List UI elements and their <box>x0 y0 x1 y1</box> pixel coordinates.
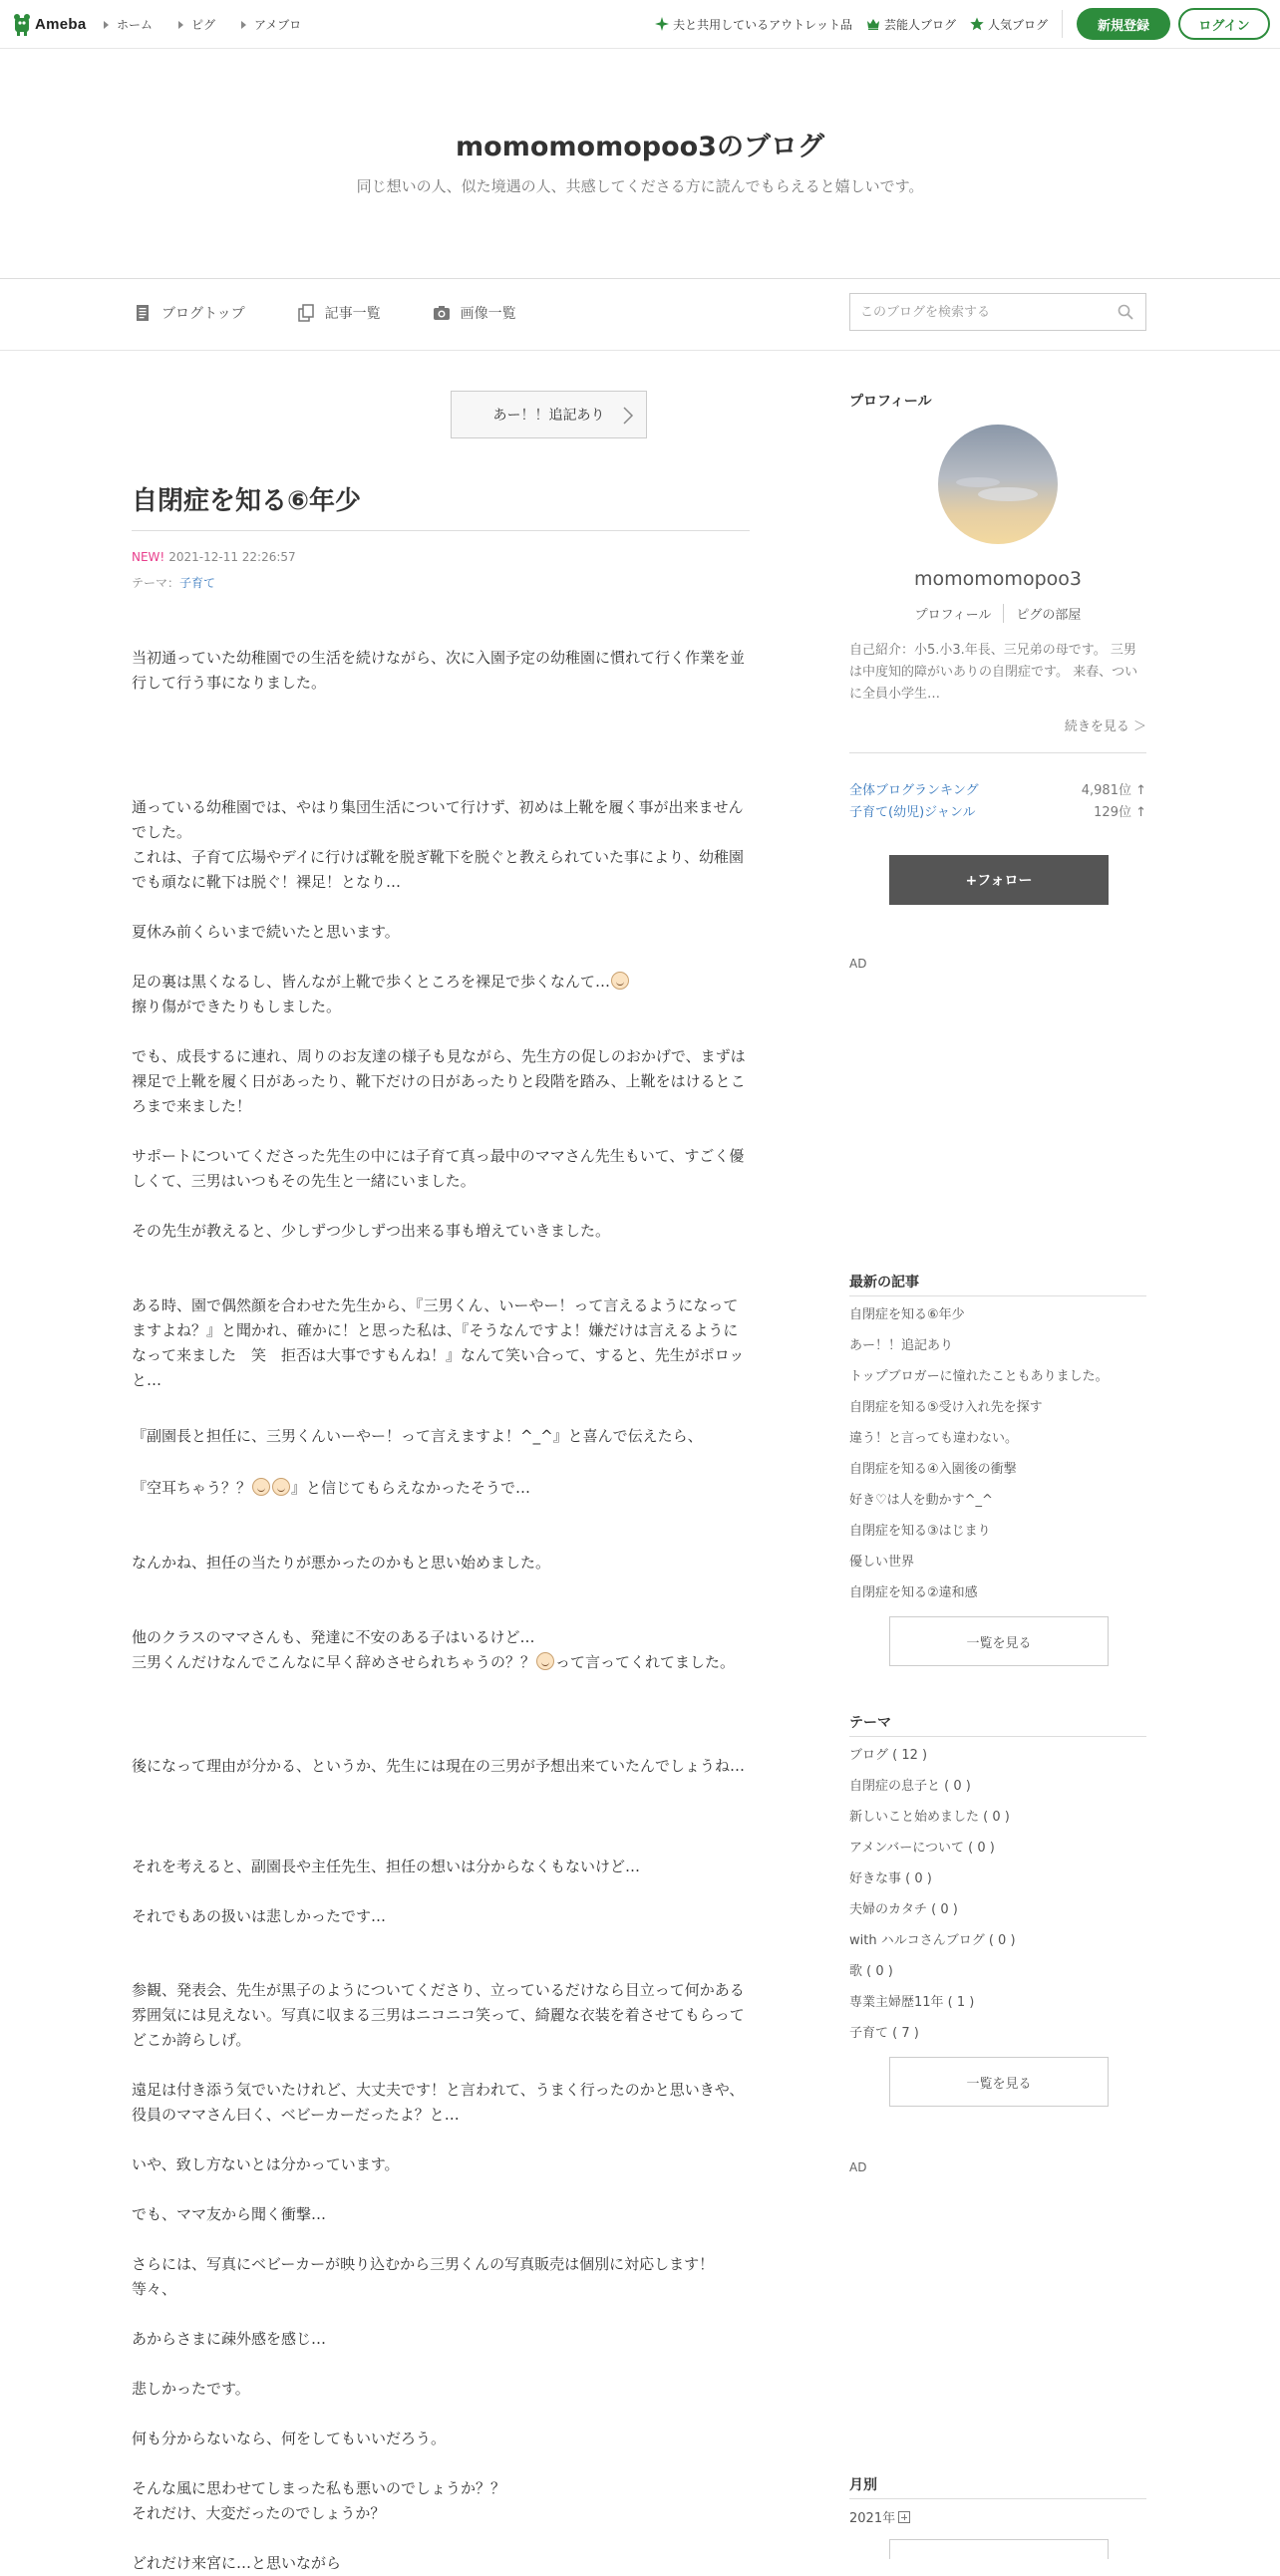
paragraph: そんな風に思わせてしまった私も悪いのでしょうか？？ <box>132 2479 506 2497</box>
paragraph-text: 『空耳ちゃう？？ <box>132 1479 252 1497</box>
paragraph: 夏休み前くらいまで続いたと思います。 <box>132 923 400 941</box>
blog-description: 同じ想いの人、似た境遇の人、共感してくださる方に読んでもらえると嬉しいです。 <box>356 177 924 195</box>
paragraph-text: 』と信じてもらえなかったそうで… <box>291 1479 531 1497</box>
image-list-label: 画像一覧 <box>460 306 516 322</box>
profile-heading: プロフィール <box>849 394 932 410</box>
register-button[interactable]: 新規登録 <box>1077 8 1170 40</box>
outlet-link-label: 夫と共用しているアウトレット品 <box>673 17 852 32</box>
ranking-label: 全体ブログランキング <box>849 783 979 798</box>
new-badge: NEW! <box>132 550 165 564</box>
nav-label: ピグ <box>191 18 216 32</box>
read-more-link[interactable]: 続きを見る ＞ <box>1064 719 1146 734</box>
theme-see-list-button[interactable]: 一覧を見る <box>889 2057 1109 2107</box>
face-emoji-icon <box>272 1478 290 1496</box>
profile-links <box>849 604 1146 623</box>
theme-item[interactable]: 歌 ( 0 ) <box>849 1964 893 1979</box>
ranking-genre[interactable] <box>849 801 1146 820</box>
theme-item[interactable]: 新しいこと始めました ( 0 ) <box>849 1810 1010 1825</box>
paragraph: 『副園長と担任に、三男くんいーやー！って言えますよ！^_^』と喜んで伝えたら、 <box>132 1427 703 1445</box>
logo-text: Ameba <box>35 15 87 33</box>
profile-intro: 自己紹介：小5.小3.年長、三兄弟の母です。 三男は中度知的障がいありの自閉症です。 来春、ついに全員小学生… <box>849 643 1138 702</box>
blog-search <box>849 293 1146 331</box>
star-icon <box>970 17 984 31</box>
paragraph: ある時、園で偶然顔を合わせた先生から、『三男くん、いーやー！って言えるようになってますよね？』と聞かれ、確かに！と思った私は、『そうなんですよ！嫌だけは言えるようになって来ました 笑 拒否は大事ですもんね！』なんて笑い合って、すると、先生がポロッと… <box>132 1296 745 1389</box>
popular-blog-link[interactable] <box>970 16 1048 33</box>
latest-entry[interactable]: 自閉症を知る⑤受け入れ先を探す <box>849 1400 1043 1415</box>
profile-link[interactable]: プロフィール <box>915 604 1005 623</box>
paragraph: 後になって理由が分かる、というか、先生には現在の三男が予想出来ていたんでしょうね… <box>132 1757 746 1775</box>
nav-ameblo[interactable] <box>241 16 301 33</box>
latest-entry[interactable]: 好き♡は人を動かす^_^ <box>849 1493 993 1508</box>
blog-nav <box>0 279 1280 351</box>
latest-entry[interactable]: トップブロガーに憧れたこともありました。 <box>849 1369 1109 1384</box>
celebrity-blog-label: 芸能人ブログ <box>883 17 956 32</box>
title-divider <box>132 530 750 531</box>
arrow-icon <box>104 21 109 29</box>
entry-list-label: 記事一覧 <box>324 306 381 322</box>
entry-meta <box>132 550 296 564</box>
login-button[interactable]: ログイン <box>1178 8 1270 40</box>
paragraph: 遠足は付き添う気でいたけれど、大丈夫です！と言われて、うまく行ったのかと思いきや、役員のママさん曰く、ベビーカーだったよ？と… <box>132 2081 745 2124</box>
avatar[interactable] <box>938 425 1058 544</box>
paragraph: でも、ママ友から聞く衝撃… <box>132 2205 327 2223</box>
face-emoji-icon <box>252 1478 270 1496</box>
theme-item[interactable]: ブログ ( 12 ) <box>849 1748 928 1763</box>
ameba-logo[interactable] <box>12 12 87 36</box>
nav-label: アメブロ <box>254 18 302 32</box>
paragraph: でも、成長するに連れ、周りのお友達の様子も見ながら、先生方の促しのおかげで、まずは裸足で上靴を履く日があったり、靴下だけの日があったりと段階を踏み、上靴をはけるところまで来ました！ <box>132 1047 746 1115</box>
face-emoji-icon <box>536 1652 554 1670</box>
ranking-overall[interactable] <box>849 779 1146 798</box>
paragraph: どれだけ来宮に…と思いながら <box>132 2554 342 2572</box>
paragraph: さらには、写真にベビーカーが映り込むから三男くんの写真販売は個別に対応します！等々、 <box>132 2255 715 2298</box>
paragraph: それを考えると、副園長や主任先生、担任の想いは分からなくもないけど… <box>132 1858 641 1875</box>
monthly-heading: 月別 <box>849 2477 877 2493</box>
global-nav <box>104 16 327 33</box>
paragraph: これは、子育て広場やデイに行けば靴を脱ぎ靴下を脱ぐと教えられていた事により、幼稚園でも頑なに靴下は脱ぐ！裸足！となり… <box>132 848 744 891</box>
profile-name[interactable]: momomomopoo3 <box>914 568 1082 590</box>
ranking-value: 4,981位 ↑ <box>1081 783 1146 798</box>
latest-entry[interactable]: 自閉症を知る③はじまり <box>849 1524 991 1539</box>
theme-item[interactable]: 自閉症の息子と ( 0 ) <box>849 1779 971 1794</box>
ranking-label: 子育て(幼児)ジャンル <box>849 805 976 820</box>
divider <box>849 752 1146 753</box>
follow-button[interactable]: +フォロー <box>889 855 1109 905</box>
entry-title: 自閉症を知る⑥年少 <box>132 486 362 516</box>
camera-icon <box>433 304 451 322</box>
latest-entry[interactable]: 自閉症を知る④入園後の衝撃 <box>849 1462 1017 1477</box>
paragraph-text: 三男くんだけなんでこんなに早く辞めさせられちゃうの？？ <box>132 1653 536 1671</box>
copy-icon <box>297 304 315 322</box>
crown-icon <box>866 17 880 31</box>
divider <box>849 2498 1146 2499</box>
latest-entries <box>849 1297 1146 1606</box>
blog-header <box>0 49 1280 279</box>
search-icon[interactable] <box>1118 304 1133 320</box>
entry-theme <box>132 574 215 591</box>
theme-item[interactable]: 夫婦のカタチ ( 0 ) <box>849 1902 958 1917</box>
ad-label: AD <box>849 2160 867 2174</box>
month-year-label: 2021年 <box>849 2511 896 2526</box>
theme-list <box>849 1738 1146 2047</box>
celebrity-blog-link[interactable] <box>866 16 956 33</box>
pigg-room-link[interactable]: ピグの部屋 <box>1016 608 1082 623</box>
arrow-icon <box>178 21 183 29</box>
sparkle-icon <box>655 17 669 31</box>
paragraph <box>132 1476 750 1501</box>
latest-entry[interactable]: 自閉症を知る②違和感 <box>849 1585 978 1600</box>
paragraph: 何も分からないなら、何をしてもいいだろう。 <box>132 2430 447 2447</box>
global-header <box>0 0 1280 49</box>
latest-see-list-button[interactable]: 一覧を見る <box>889 1616 1109 1666</box>
search-input[interactable] <box>850 294 1110 330</box>
latest-entry[interactable]: 違う！と言っても違わない。 <box>849 1431 1019 1446</box>
theme-prefix: テーマ： <box>132 576 180 590</box>
paragraph: 悲しかったです。 <box>132 2380 250 2398</box>
monthly-see-list-button[interactable] <box>889 2539 1109 2559</box>
theme-item[interactable]: 専業主婦歴11年 ( 1 ) <box>849 1995 975 2010</box>
paragraph: それだけ、大変だったのでしょうか？ <box>132 2504 386 2522</box>
nav-pigg[interactable] <box>178 16 215 33</box>
nav-home[interactable] <box>104 16 153 33</box>
theme-item[interactable]: 子育て ( 7 ) <box>849 2026 919 2041</box>
image-list-link[interactable] <box>433 303 516 323</box>
latest-entry[interactable]: 優しい世界 <box>849 1555 915 1570</box>
ranking-value: 129位 ↑ <box>1094 805 1146 820</box>
paragraph <box>132 1650 750 1675</box>
paragraph: サポートについてくださった先生の中には子育て真っ最中のママさん先生もいて、すごく優しくて、三男はいつもその先生と一緒にいました。 <box>132 1147 745 1190</box>
theme-item[interactable]: 好きな事 ( 0 ) <box>849 1871 932 1886</box>
paragraph: あからさまに疎外感を感じ… <box>132 2330 327 2348</box>
theme-item[interactable]: アメンバーについて ( 0 ) <box>849 1841 995 1856</box>
latest-entry[interactable]: 自閉症を知る⑥年少 <box>849 1307 965 1322</box>
theme-item[interactable]: with ハルコさんブログ ( 0 ) <box>849 1933 1016 1948</box>
global-header-right <box>655 8 1270 40</box>
expand-plus-icon[interactable] <box>898 2511 910 2523</box>
latest-heading: 最新の記事 <box>849 1275 919 1290</box>
theme-link[interactable]: 子育て <box>179 576 216 590</box>
paragraph: その先生が教えると、少しずつ少しずつ出来る事も増えていきました。 <box>132 1222 611 1240</box>
paragraph: 通っている幼稚園では、やはり集団生活について行けず、初めは上靴を履く事が出来ませんでした。 <box>132 798 744 841</box>
ameba-mascot-icon <box>12 12 32 36</box>
avatar-sky-image <box>938 425 1058 544</box>
arrow-icon <box>241 21 246 29</box>
blog-nav-links <box>134 303 568 323</box>
outlet-link[interactable] <box>655 16 852 33</box>
theme-heading: テーマ <box>849 1715 891 1731</box>
paragraph-text: って言ってくれてました。 <box>555 1653 736 1671</box>
month-item[interactable] <box>849 2507 910 2526</box>
divider <box>849 1295 1146 1296</box>
paragraph: 擦り傷ができたりもしました。 <box>132 998 342 1015</box>
paragraph: 当初通っていた幼稚園での生活を続けながら、次に入園予定の幼稚園に慣れて行く作業を並行して行う事になりました。 <box>132 649 746 692</box>
blog-top-label: ブログトップ <box>161 306 245 322</box>
paragraph-text: 足の裏は黒くなるし、皆んなが上靴で歩くところを裸足で歩くなんて… <box>132 973 611 991</box>
divider <box>1062 10 1063 38</box>
latest-entry[interactable]: あー！！追記あり <box>849 1338 954 1353</box>
sad-face-emoji-icon <box>611 972 629 990</box>
paragraph: いや、致し方ないとは分かっています。 <box>132 2155 400 2173</box>
ad-label: AD <box>849 957 867 971</box>
prev-entry-button[interactable] <box>451 391 647 438</box>
blog-title[interactable]: momomomopoo3のブログ <box>456 132 824 162</box>
chevron-right-icon <box>622 406 634 426</box>
paragraph: なんかね、担任の当たりが悪かったのかもと思い始めました。 <box>132 1554 551 1572</box>
nav-label: ホーム <box>117 18 154 32</box>
entry-list-link[interactable] <box>297 303 381 323</box>
blog-top-link[interactable] <box>134 303 245 323</box>
prev-entry-label: あー！！追記あり <box>492 408 605 424</box>
popular-blog-label: 人気ブログ <box>987 17 1048 32</box>
divider <box>849 1736 1146 1737</box>
paragraph: それでもあの扱いは悲しかったです… <box>132 1907 387 1925</box>
entry-datetime: 2021-12-11 22:26:57 <box>168 550 296 564</box>
paragraph: 参観、発表会、先生が黒子のようについてくださり、立っているだけなら目立って何かある雰囲気には見えない。写真に収まる三男はニコニコ笑って、綺麗な衣装を着させてもらってどこか誇らしげ。 <box>132 1981 745 2049</box>
paragraph <box>132 970 750 995</box>
paragraph: 他のクラスのママさんも、発達に不安のある子はいるけど… <box>132 1628 535 1646</box>
document-icon <box>134 304 152 322</box>
